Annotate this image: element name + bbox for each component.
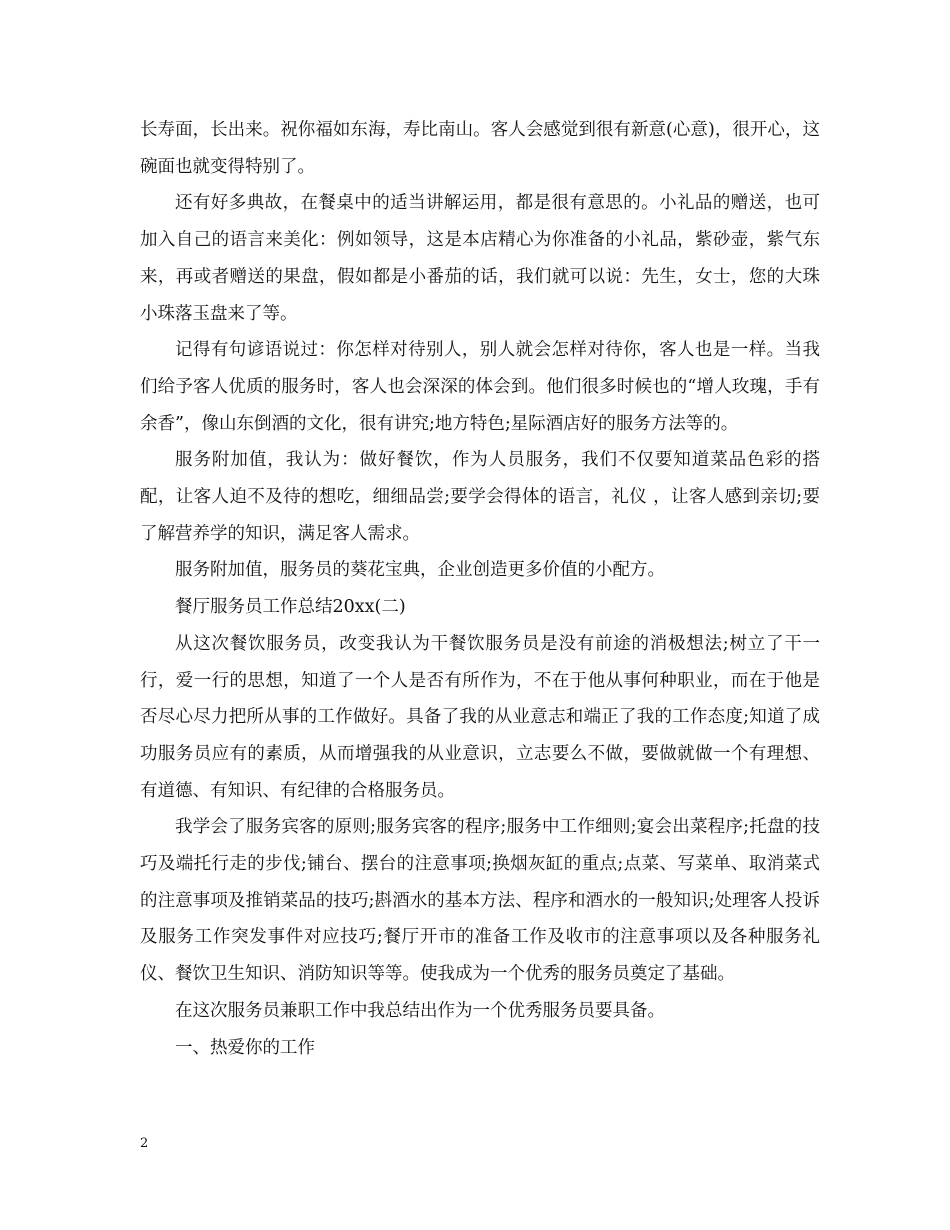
section-heading: 餐厅服务员工作总结20xx(二) [175,597,406,618]
list-heading: 一、热爱你的工作 [175,1037,315,1058]
paragraph: 我学会了服务宾客的原则;服务宾客的程序;服务中工作细则;宴会出菜程序;托盘的技巧及端托行走的步伐;铺台、摆台的注意事项;换烟灰缸的重点;点菜、写菜单、取消菜式的注意事项及推销菜品的技巧;斟酒水的基本方法、程序和酒水的一般知识;处理客人投诉及服务工作突发事件对应技巧;餐厅开市的准备工作及收市的注意事项以及各种服务礼仪、餐饮卫生知识、消防知识等等。使我成为一个优秀的服务员奠定了基础。 [140,817,820,985]
paragraph: 记得有句谚语说过：你怎样对待别人，别人就会怎样对待你，客人也是一样。当我们给予客人优质的服务时，客人也会深深的体会到。他们很多时候也的“增人玫瑰，手有余香”，像山东倒酒的文化，很有讲究;地方特色;星际酒店好的服务方法等的。 [140,340,820,434]
page-number: 2 [140,1136,149,1151]
paragraph: 还有好多典故，在餐桌中的适当讲解运用，都是很有意思的。小礼品的赠送，也可加入自己的语言来美化：例如领导，这是本店精心为你准备的小礼品，紫砂壶，紫气东来，再或者赠送的果盘，假如都是小番茄的话，我们就可以说：先生，女士，您的大珠小珠落玉盘来了等。 [140,193,820,324]
paragraph: 服务附加值，服务员的葵花宝典，企业创造更多价值的小配方。 [175,560,665,581]
paragraph: 从这次餐饮服务员，改变我认为干餐饮服务员是没有前途的消极想法;树立了干一行，爱一行的思想，知道了一个人是否有所作为，不在于他从事何种职业，而在于他是否尽心尽力把所从事的工作做好。具备了我的从业意志和端正了我的工作态度;知道了成功服务员应有的素质，从而增强我的从业意识，立志要么不做，要做就做一个有理想、有道德、有知识、有纪律的合格服务员。 [140,633,820,801]
document-body [140,112,820,1066]
paragraph: 在这次服务员兼职工作中我总结出作为一个优秀服务员要具备。 [175,1000,665,1021]
paragraph: 服务附加值，我认为：做好餐饮，作为人员服务，我们不仅要知道菜品色彩的搭配，让客人迫不及待的想吃，细细品尝;要学会得体的语言，礼仪 ，让客人感到亲切;要了解营养学的知识，满足客人需求。 [140,450,820,544]
paragraph-continued: 长寿面，长出来。祝你福如东海，寿比南山。客人会感觉到很有新意(心意)，很开心，这碗面也就变得特别了。 [140,120,820,177]
